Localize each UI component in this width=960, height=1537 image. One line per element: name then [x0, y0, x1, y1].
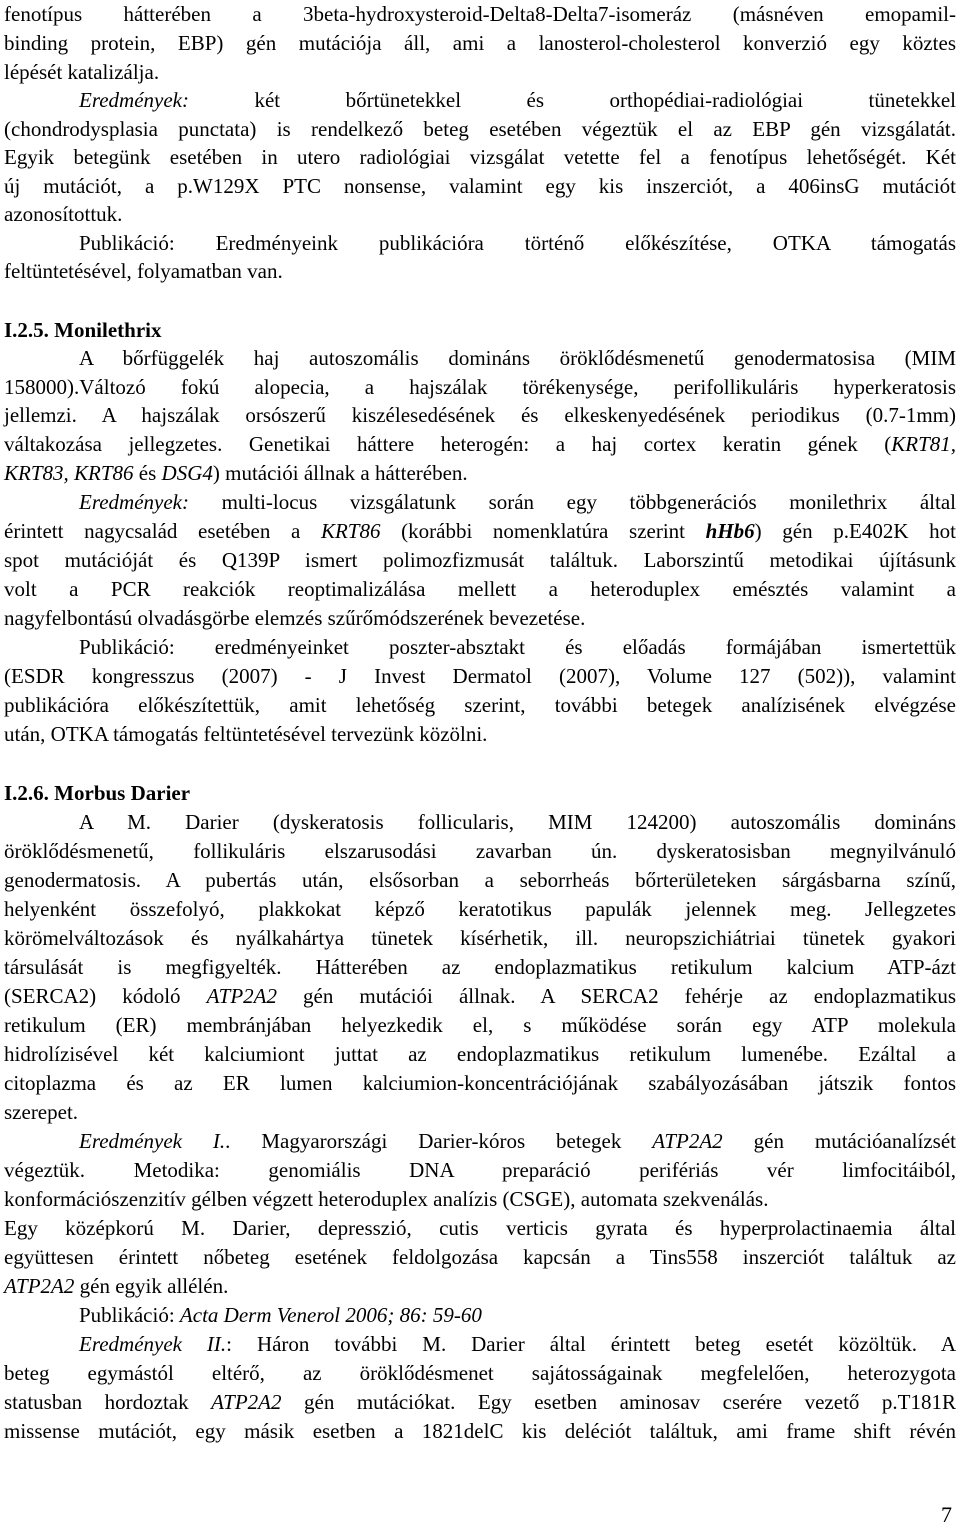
text-line: [4, 1098, 956, 1127]
text-run: missense mutációt, egy másik esetben a 1821delC kis deléciót találtuk, ami frame shift révén: [4, 1419, 956, 1443]
text-run: gén egyik allélén.: [74, 1274, 229, 1298]
text-line: [4, 1040, 956, 1069]
text-line: [4, 633, 956, 662]
text-run: ATP2A2: [652, 1129, 723, 1153]
text-line: [4, 604, 956, 633]
text-run: (SERCA2) kódoló: [4, 984, 207, 1008]
text-line: [4, 401, 956, 430]
text-run: statusban hordoztak: [4, 1390, 212, 1414]
text-run: Acta Derm Venerol 2006; 86: 59-60: [179, 1303, 482, 1327]
text-run: gén mutációi állnak. A SERCA2 fehérje az endoplazmatikus: [277, 984, 956, 1008]
text-line: [4, 662, 956, 691]
text-run: ATP2A2: [4, 1274, 75, 1298]
text-run: új mutációt, a p.W129X PTC nonsense, valamint egy kis inszerciót, a 406insG mutációt: [4, 174, 956, 198]
text-run: ATP2A2: [211, 1390, 282, 1414]
text-run: (ESDR kongresszus (2007) - J Invest Dermatol (2007), Volume 127 (502)), valamint: [4, 664, 956, 688]
text-line: [4, 115, 956, 144]
text-line: [4, 229, 956, 258]
text-line: [4, 459, 956, 488]
text-line: [4, 1272, 956, 1301]
text-run: Publikáció: eredményeinket poszter-absztakt és előadás formájában ismertettük: [79, 635, 956, 659]
text-run: retikulum (ER) membránjában helyezkedik el, s működése során egy ATP molekula: [4, 1013, 956, 1037]
text-run: és: [133, 461, 162, 485]
text-run: A M. Darier (dyskeratosis follicularis, MIM 124200) autoszomális domináns: [79, 810, 956, 834]
text-line: [4, 1156, 956, 1185]
text-run: hidrolízisével két kalciumiont juttat az endoplazmatikus retikulum lumenébe. Ezáltal a: [4, 1042, 956, 1066]
text-run: nagyfelbontású olvadásgörbe elemzés szűrőmódszerének bevezetése.: [4, 606, 586, 630]
text-run: jellemzi. A hajszálak orsószerű kiszélesedésének és elkeskenyedésének periodikus (0.7-1mm): [4, 403, 956, 427]
text-run: KRT81,: [891, 432, 956, 456]
text-line: [4, 200, 956, 229]
text-run: érintett nagycsalád esetében a: [4, 519, 321, 543]
text-line: [4, 808, 956, 837]
text-line: [4, 982, 956, 1011]
text-line: [4, 58, 956, 87]
text-run: szerepet.: [4, 1100, 79, 1124]
text-run: KRT86: [320, 519, 381, 543]
text-line: [4, 430, 956, 459]
text-run: volt a PCR reakciók reoptimalizálása mellett a heteroduplex emésztés valamint a: [4, 577, 956, 601]
text-run: ) gén p.E402K hot: [754, 519, 957, 543]
text-run: 158000).Változó fokú alopecia, a hajszálak törékenysége, perifollikuláris hyperkeratosis: [4, 375, 956, 399]
text-run: együttesen érintett nőbeteg esetének feldolgozása kapcsán a Tins558 inszerciót találtuk az: [4, 1245, 956, 1269]
text-line: [4, 546, 956, 575]
text-run: genodermatosis. A pubertás után, elsősorban a seborrheás bőrterületeken sárgásbarna színű,: [4, 868, 956, 892]
text-line: [4, 29, 956, 58]
text-line: [4, 172, 956, 201]
text-run: Eredmények:: [79, 490, 189, 514]
text-run: körömelváltozások és nyálkahártya tünetek kísérhetik, ill. neuropszichiátriai tünetek gyakori: [4, 926, 956, 950]
text-run: gén mutációkat. Egy esetben aminosav cserére vezető p.T181R: [281, 1390, 956, 1414]
text-run: I.2.5. Monilethrix: [4, 318, 162, 342]
text-line: [4, 837, 956, 866]
text-run: (chondrodysplasia punctata) is rendelkező beteg esetében végeztük el az EBP gén vizsgálatát.: [4, 117, 956, 141]
text-line: [4, 488, 956, 517]
page-number: 7: [941, 1502, 952, 1527]
text-line: [4, 86, 956, 115]
text-run: Eredmények II.: [79, 1332, 227, 1356]
text-run: feltüntetésével, folyamatban van.: [4, 259, 283, 283]
text-line: [4, 1243, 956, 1272]
text-line: [4, 895, 956, 924]
text-line: [4, 1011, 956, 1040]
text-run: A bőrfüggelék haj autoszomális domináns öröklődésmenetű genodermatosisa (MIM: [79, 346, 956, 370]
text-line: [4, 1185, 956, 1214]
text-line: [4, 1214, 956, 1243]
text-run: beteg egymástól eltérő, az öröklődésmenet sajátosságainak megfelelően, heterozygota: [4, 1361, 956, 1385]
text-run: azonosítottuk.: [4, 202, 123, 226]
text-run: Egy középkorú M. Darier, depresszió, cutis verticis gyrata és hyperprolactinaemia által: [4, 1216, 956, 1240]
text-line: [4, 575, 956, 604]
text-run: gén mutációanalízsét: [722, 1129, 956, 1153]
text-line: [4, 1301, 956, 1330]
text-run: Publikáció: Eredményeink publikációra történő előkészítése, OTKA támogatás: [79, 231, 956, 255]
text-line: [4, 1417, 956, 1446]
text-run: konformációszenzitív gélben végzett heteroduplex analízis (CSGE), automata szekvenálás.: [4, 1187, 769, 1211]
text-line: [4, 1330, 956, 1359]
text-line: [4, 691, 956, 720]
text-run: DSG4: [161, 461, 213, 485]
text-line: [4, 866, 956, 895]
text-run: öröklődésmenetű, follikuláris elszarusodási zavarban ún. dyskeratosisban megnyilvánuló: [4, 839, 956, 863]
text-run: multi-locus vizsgálatunk során egy többgenerációs monilethrix által: [188, 490, 956, 514]
text-run: fenotípus hátterében a 3beta-hydroxysteroid-Delta8-Delta7-isomeráz (másnéven emopamil-: [4, 2, 956, 26]
text-run: Egyik betegünk esetében in utero radiológiai vizsgálat vetette fel a fenotípus lehetőségét. Két: [4, 145, 956, 169]
text-line: [4, 953, 956, 982]
text-line: [4, 0, 956, 29]
text-run: . Magyarországi Darier-kóros betegek: [225, 1129, 653, 1153]
text-run: : Háron további M. Darier által érintett beteg esetét közöltük. A: [226, 1332, 957, 1356]
text-run: publikációra előkészítettük, amit lehetőség szerint, további betegek analízisének elvégzése: [4, 693, 956, 717]
text-line: [4, 373, 956, 402]
text-run: Publikáció:: [79, 1303, 180, 1327]
text-line: [4, 143, 956, 172]
text-line: [4, 1388, 956, 1417]
section-heading: [4, 779, 956, 808]
text-line: [4, 1127, 956, 1156]
text-line: [4, 517, 956, 546]
text-run: KRT83, KRT86: [4, 461, 134, 485]
text-run: ATP2A2: [206, 984, 277, 1008]
text-run: Eredmények I.: [79, 1129, 226, 1153]
text-run: I.2.6. Morbus Darier: [4, 781, 191, 805]
text-run: (korábbi nomenklatúra szerint: [380, 519, 706, 543]
section-heading: [4, 316, 956, 345]
text-line: [4, 924, 956, 953]
text-line: [4, 344, 956, 373]
text-run: spot mutációját és Q139P ismert polimozfizmusát találtuk. Laborszintű metodikai újításunk: [4, 548, 956, 572]
text-run: után, OTKA támogatás feltüntetésével tervezünk közölni.: [4, 722, 488, 746]
text-run: társulását is megfigyelték. Hátterében az endoplazmatikus retikulum kalcium ATP-ázt: [4, 955, 956, 979]
text-run: hHb6: [705, 519, 755, 543]
text-run: lépését katalizálja.: [4, 60, 160, 84]
text-run: citoplazma és az ER lumen kalciumion-koncentrációjának szabályozásában játszik fontos: [4, 1071, 956, 1095]
text-line: [4, 1069, 956, 1098]
text-run: binding protein, EBP) gén mutációja áll, ami a lanosterol-cholesterol konverzió egy köztes: [4, 31, 956, 55]
text-run: Eredmények:: [79, 88, 189, 112]
text-run: végeztük. Metodika: genomiális DNA preparáció perifériás vér limfocitáiból,: [4, 1158, 956, 1182]
text-line: [4, 257, 956, 286]
text-run: ) mutációi állnak a hátterében.: [212, 461, 468, 485]
text-line: [4, 1359, 956, 1388]
text-line: [4, 720, 956, 749]
text-run: helyenként összefolyó, plakkokat képző keratotikus papulák jelennek meg. Jellegzetes: [4, 897, 956, 921]
text-run: váltakozása jellegzetes. Genetikai háttere heterogén: a haj cortex keratin gének (: [4, 432, 892, 456]
text-run: két bőrtünetekkel és orthopédiai-radiológiai tünetekkel: [188, 88, 956, 112]
